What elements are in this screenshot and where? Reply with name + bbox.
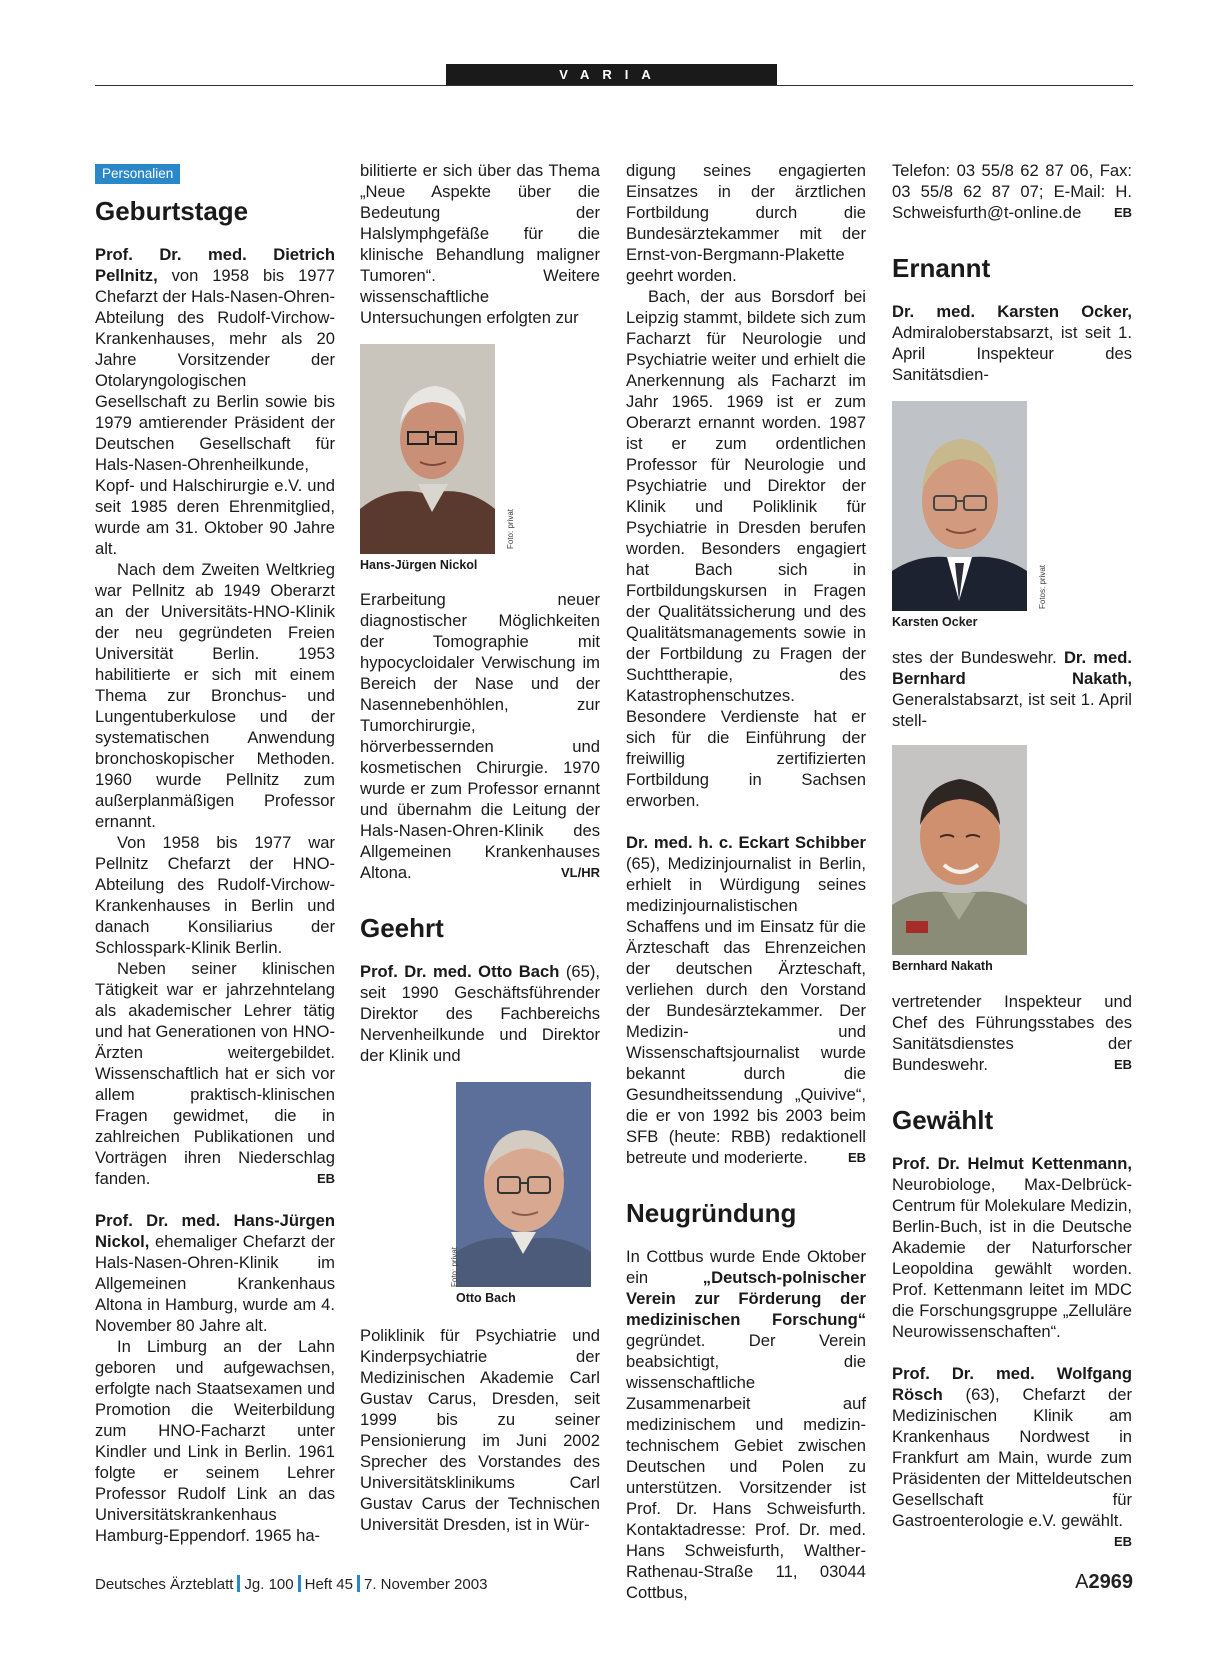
photo-bach <box>450 1082 600 1307</box>
journal-issue: Heft 45 <box>304 1576 353 1593</box>
entry-text: Admiraloberstabsarzt, ist seit 1. April Inspekteur des Sanitätsdien- <box>892 323 1132 384</box>
entry-nickol <box>95 1210 335 1336</box>
photo-caption: Karsten Ocker <box>892 615 978 629</box>
person-name: Prof. Dr. Helmut Kettenmann, <box>892 1154 1132 1173</box>
entry-text: Generalstabsarzt, ist seit 1. April stell- <box>892 690 1132 730</box>
person-name: Dr. med. h. c. Eckart Schibber <box>626 833 866 852</box>
entry-text: (65), seit 1990 Geschäftsführender Direktor des Fachbereichs Nervenheilkunde und Direktor der Klinik und <box>360 962 601 1065</box>
heading-gewaehlt: Gewählt <box>892 1105 994 1135</box>
entry-text: (63), Chefarzt der Medizinischen Klinik am Krankenhaus Nordwest in Frankfurt am Main, wurde zum Präsidenten der Mitteldeutschen Gesellschaft für Gastroenterologie e.V. gewählt. <box>892 1385 1132 1530</box>
portrait-image <box>450 1082 591 1287</box>
author-signature: EB <box>847 1150 866 1165</box>
paragraph-text: Erarbeitung neuer diagnostischer Möglichkeiten der Tomographie mit hypocycloidaler Verwischung im Bereich der Nase und der Nasennebenhöhlen, zur Tumorchirurgie, hörverbessernden und kosmetischen Chirurgie. 1970 wurde er zum Professor ernannt und übernahm die Leitung der Hals-Nasen-Ohren-Klinik des Allgemeinen Krankenhauses Altona. <box>360 590 600 882</box>
paragraph: In Limburg an der Lahn geboren und aufgewachsen, erfolgte nach Staatsexamen und Promotion die Weiterbildung zum HNO-Facharzt unter Kindler und Link in Berlin. 1961 folgte er seinem Lehrer Professor Rudolf Link an das Universitätskrankenhaus Hamburg-Eppendorf. 1965 ha- <box>95 1337 335 1545</box>
photo-credit: Fotos: privat <box>1038 564 1047 609</box>
heading-geehrt: Geehrt <box>360 913 444 943</box>
paragraph-text: Neben seiner klinischen Tätigkeit war er jahrzehntelang als akademischer Lehrer tätig und hat Generationen von HNO-Ärzten weitergebildet. Wissenschaftlich hat er sich vor allem praktisch-klinischen Fragen gewidmet, die in zahlreichen Publikationen und Vorträgen ihren Niederschlag fanden. <box>95 959 335 1188</box>
column-4 <box>892 160 1132 1552</box>
category-tag: Personalien <box>95 164 180 184</box>
person-name: Prof. Dr. med. Dietrich Pellnitz, <box>95 245 335 285</box>
photo-credit: Foto: privat <box>450 1246 459 1287</box>
issue-date: 7. November 2003 <box>364 1576 488 1593</box>
person-name: Dr. med. Bernhard Nakath, <box>892 648 1132 688</box>
photo-caption: Otto Bach <box>456 1291 516 1305</box>
entry-text: (65), Medizinjournalist in Berlin, erhielt in Würdigung seines medizinjournalistischen Schaffens und im Einsatz für die Ärzteschaft das Ehrenzeichen der deutschen Ärzteschaft, verliehen durch den Vorstand der Bundesärztekammer. Der Medizin- und Wissenschaftsjournalist wurde bekannt durch die Gesundheitssendung „Quivive“, die er von 1992 bis 2003 beim SFB (heute: RBB) redaktionell betreute und moderierte. <box>626 854 866 1167</box>
column-3 <box>626 160 866 1603</box>
entry-schibber <box>626 832 866 1168</box>
entry-nakath <box>892 647 1132 731</box>
paragraph <box>95 958 335 1189</box>
entry-ocker <box>892 301 1132 385</box>
author-signature: EB <box>1113 1534 1132 1549</box>
heading-ernannt: Ernannt <box>892 253 991 283</box>
person-name: Dr. med. Karsten Ocker, <box>892 302 1132 321</box>
entry-text: ehemaliger Chefarzt der Hals-Nasen-Ohren-Klinik im Allgemeinen Krankenhaus Altona in Hamburg, wurde am 4. November 80 Jahre alt. <box>95 1232 335 1335</box>
journal-volume: Jg. 100 <box>244 1576 294 1593</box>
person-name: Prof. Dr. med. Hans-Jürgen Nickol, <box>95 1211 335 1251</box>
page-number <box>1075 1571 1133 1594</box>
contact-text: Telefon: 03 55/8 62 87 06, Fax: 03 55/8 62 87 07; E-Mail: H. Schweisfurth@t-online.de <box>892 161 1132 222</box>
journal-name: Deutsches Ärzteblatt <box>95 1576 234 1593</box>
entry-text: von 1958 bis 1977 Chefarzt der Hals-Nasen-Ohren-Abteilung des Rudolf-Virchow-Krankenhauses, mehr als 20 Jahre Vorsitzender der Otolaryngologischen Gesellschaft zu Berlin sowie bis 1979 amtierender Präsident der Deutschen Gesellschaft für Hals-Nasen-Ohrenheilkunde, Kopf- und Halschirurgie e.V. und seit 1985 deren Ehrenmitglied, wurde am 31. Oktober 90 Jahre alt. <box>95 266 335 558</box>
section-banner: VARIA <box>446 64 777 85</box>
column-2 <box>360 160 600 1535</box>
entry-text: In Cottbus wurde Ende Oktober ein <box>626 1247 866 1287</box>
portrait-bach-picture <box>456 1082 591 1287</box>
author-signature: EB <box>316 1171 335 1186</box>
entry-pellnitz <box>95 244 335 559</box>
header-rule <box>95 85 1133 86</box>
photo-caption: Hans-Jürgen Nickol <box>360 558 478 572</box>
entry-bach <box>360 961 600 1066</box>
photo-credit: Foto: privat <box>506 508 515 549</box>
paragraph: Nach dem Zweiten Weltkrieg war Pellnitz ab 1949 Oberarzt an der Universitäts-HNO-Klinik der neu gegründeten Freien Universität Berlin. 1953 habilitierte er sich mit einem Thema zur Bronchus- und Lungentuberkulose und der systematischen Anwendung bronchoskopischer Methoden. 1960 wurde Pellnitz zum außerplanmäßigen Professor ernannt. <box>95 560 335 831</box>
author-signature: EB <box>1113 205 1132 220</box>
heading-geburtstage: Geburtstage <box>95 196 249 226</box>
paragraph: Von 1958 bis 1977 war Pellnitz Chefarzt der HNO-Abteilung des Rudolf-Virchow-Krankenhauses in Berlin und danach Konsiliarius der Schlosspark-Klinik Berlin. <box>95 833 335 957</box>
portrait-image <box>892 745 1027 955</box>
entry-text: stes der Bundeswehr. <box>892 648 1064 667</box>
photo-caption: Bernhard Nakath <box>892 959 993 973</box>
page-footer <box>95 1571 1133 1593</box>
footer-separator <box>357 1575 360 1592</box>
portrait-ocker-picture <box>892 401 1027 611</box>
entry-text: gegründet. Der Verein beabsichtigt, die wissenschaftliche Zusammenarbeit auf medizinischem und medizin-technischem Gebiet zwischen Deutschen und Polen zu unterstützen. Vorsitzender ist Prof. Dr. Hans Schweisfurth. Kontaktadresse: Prof. Dr. med. Hans Schweisfurth, Walther-Rathenau-Straße 11, 03044 Cottbus, <box>626 1331 866 1602</box>
portrait-image <box>360 344 515 554</box>
photo-ocker <box>892 401 1132 631</box>
paragraph-text: vertretender Inspekteur und Chef des Führungsstabes des Sanitätsdienstes der Bundeswehr. <box>892 992 1132 1074</box>
entry-text: Neurobiologe, Max-Delbrück-Centrum für Molekulare Medizin, Berlin-Buch, ist in die Deutsche Akademie der Naturforscher Leopoldina gewählt worden. Prof. Kettenmann leitet im MDC die Forschungsgruppe „Zelluläre Neurowissenschaften“. <box>892 1175 1132 1341</box>
photo-nakath <box>892 745 1132 975</box>
footer-separator <box>237 1575 240 1592</box>
paragraph <box>892 991 1132 1075</box>
page-number-value: 2969 <box>1088 1571 1133 1593</box>
paragraph <box>360 589 600 883</box>
column-1 <box>95 160 335 1546</box>
paragraph: bilitierte er sich über das Thema „Neue Aspekte über die Bedeutung der Halslymphgefäße für die klinische Behandlung maligner Tumoren“. Weitere wissenschaftliche Untersuchungen erfolgten zur <box>360 161 600 327</box>
person-name: Prof. Dr. med. Otto Bach <box>360 962 560 981</box>
paragraph: Poliklinik für Psychiatrie und Kinderpsychiatrie der Medizinischen Akademie Carl Gustav Carus, Dresden, seit 1999 bis zu seiner Pensionierung im Juni 2002 Sprecher des Vorstandes des Universitätsklinikums Carl Gustav Carus der Technischen Universität Dresden, ist in Wür- <box>360 1326 600 1534</box>
author-signature: VL/HR <box>561 865 600 880</box>
photo-nickol <box>360 344 600 574</box>
organisation-name: „Deutsch-polnischer Verein zur Förderung der medizinischen Forschung“ <box>626 1268 866 1329</box>
paragraph: Bach, der aus Borsdorf bei Leipzig stammt, bildete sich zum Facharzt für Neurologie und Psychiatrie weiter und erhielt die Anerkennung als Facharzt im Jahr 1965. 1969 ist er zum Oberarzt ernannt worden. 1987 ist er zum ordentlichen Professor für Neurologie und Psychiatrie und Direktor der Klinik und Poliklinik für Psychiatrie in Dresden berufen worden. Besonders engagiert hat Bach sich in Fortbildungskursen in Fragen der Qualitätssicherung und des Qualitätsmanagements sowie in der Fortbildung zu Fragen der Suchttherapie, des Katastrophenschutzes. Besondere Verdienste hat er sich für die Einführung der freiwillig zertifizierten Fortbildung in Sachsen erworben. <box>626 287 866 810</box>
entry-verein <box>626 1246 866 1603</box>
heading-neugruendung: Neugründung <box>626 1198 797 1228</box>
portrait-nickol-picture <box>360 344 495 554</box>
portrait-nakath-picture <box>892 745 1027 955</box>
paragraph: digung seines engagierten Einsatzes in der ärztlichen Fortbildung durch die Bundesärztekammer mit der Ernst-von-Bergmann-Plakette geehrt worden. <box>626 161 866 285</box>
footer-separator <box>298 1575 301 1592</box>
entry-kettenmann <box>892 1153 1132 1342</box>
paragraph <box>892 160 1132 223</box>
author-signature: EB <box>1113 1057 1132 1072</box>
entry-roesch <box>892 1363 1132 1552</box>
person-name: Prof. Dr. med. Wolfgang Rösch <box>892 1364 1132 1404</box>
page-prefix: A <box>1075 1571 1089 1593</box>
portrait-image <box>892 401 1047 611</box>
